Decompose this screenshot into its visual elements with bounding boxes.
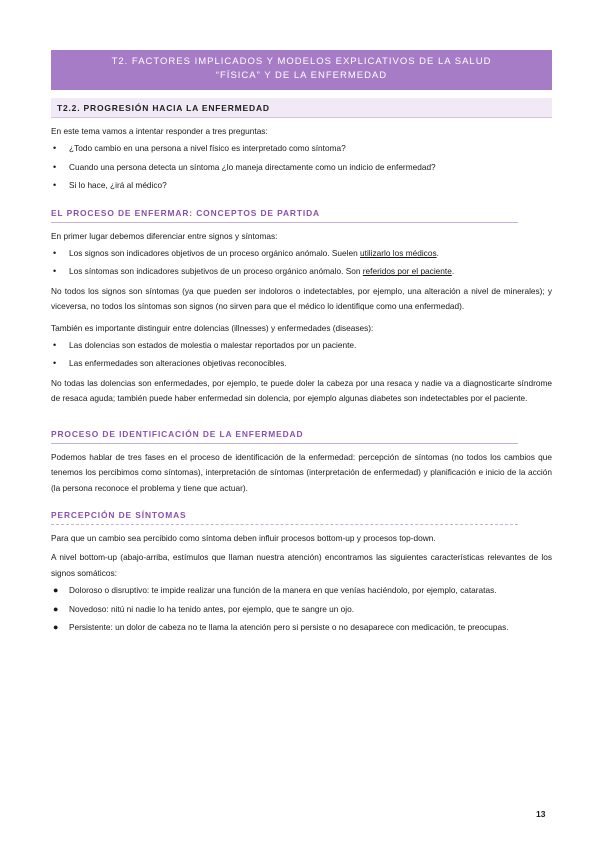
bullet-icon: •	[53, 143, 57, 154]
bullet-icon: •	[53, 161, 57, 172]
section2-paragraph: Podemos hablar de tres fases en el proceso de identificación de la enfermedad: percepción de síntomas (no todos los cambios que tenemos los percibimos como síntomas), interpretación de síntomas (interpretación de enfermedad) y planificación e inicio de la acción (la persona reconoce el problema y tiene que actuar).	[51, 451, 552, 493]
banner-line-2: “FÍSICA” Y DE LA ENFERMEDAD	[215, 70, 388, 81]
section1-intro: En primer lugar debemos diferenciar entre signos y síntomas:	[51, 230, 278, 241]
bullet-icon: ●	[53, 621, 59, 632]
bullet-icon: •	[53, 358, 57, 369]
bullet-icon: •	[53, 180, 57, 191]
bullet-icon: •	[53, 340, 57, 351]
page-number: 13	[536, 809, 546, 819]
bullet-icon: ●	[53, 585, 59, 596]
intro-paragraph: En este tema vamos a intentar responder a tres preguntas:	[51, 126, 268, 136]
banner-line-1: T2. FACTORES IMPLICADOS Y MODELOS EXPLICATIVOS DE LA SALUD	[111, 56, 492, 67]
section3-paragraph-2: A nivel bottom-up (abajo-arriba, estímulos que llaman nuestra atención) encontramos las siguientes características relevantes de los signos somáticos:	[51, 552, 552, 578]
list-item: ● Novedoso: nitú ni nadie lo ha tenido antes, por ejemplo, que te sangre un ojo.	[51, 602, 552, 617]
bullet-icon: •	[53, 248, 57, 259]
section-title-proceso-enfermar: EL PROCESO DE ENFERMAR: CONCEPTOS DE PARTIDA	[51, 208, 518, 223]
list-item: • Los síntomas son indicadores subjetivos de un proceso orgánico anómalo. Son referidos por el paciente.	[51, 264, 552, 279]
chapter-banner	[51, 50, 552, 90]
list-item: • Los signos son indicadores objetivos de un proceso orgánico anómalo. Suelen utilizarlo los médicos.	[51, 246, 552, 261]
bullet-icon: ●	[53, 603, 59, 614]
section1-paragraph-1: No todos los signos son síntomas (ya que pueden ser indoloros o indetectables, por ejemplo, una alteración a nivel de minerales); y viceversa, no todos los síntomas son signos (no sirven para que el médico lo identifique como una enfermedad).	[51, 285, 552, 312]
list-item: • Si lo hace, ¿irá al médico?	[51, 178, 552, 193]
section-title-identificacion: PROCESO DE IDENTIFICACIÓN DE LA ENFERMEDAD	[51, 429, 518, 444]
somatic-signs-list	[51, 583, 552, 635]
list-item: • Las enfermedades son alteraciones objetivas reconocibles.	[51, 356, 552, 371]
illness-disease-list	[51, 338, 552, 372]
list-item: • Las dolencias son estados de molestia o malestar reportados por un paciente.	[51, 338, 552, 353]
section1-paragraph-2: También es importante distinguir entre dolencias (illnesses) y enfermedades (diseases):	[51, 322, 374, 333]
questions-list	[51, 141, 552, 193]
section-title-percepcion: PERCEPCIÓN DE SÍNTOMAS	[51, 510, 518, 525]
section-subheading: T2.2. PROGRESIÓN HACIA LA ENFERMEDAD	[51, 98, 552, 118]
list-item: • Cuando una persona detecta un síntoma ¿lo maneja directamente como un indicio de enfermedad?	[51, 160, 552, 175]
list-item: ● Persistente: un dolor de cabeza no te llama la atención pero si persiste o no desaparece con medicación, te preocupas.	[51, 620, 552, 635]
list-item: • ¿Todo cambio en una persona a nivel físico es interpretado como síntoma?	[51, 141, 552, 156]
list-item: ● Doloroso o disruptivo: te impide realizar una función de la manera en que venías haciéndolo, por ejemplo, cataratas.	[51, 583, 552, 598]
document-page	[51, 50, 552, 638]
signs-symptoms-list	[51, 246, 552, 280]
section3-paragraph-1: Para que un cambio sea percibido como síntoma deben influir procesos bottom-up y procesos top-down.	[51, 532, 436, 543]
bullet-icon: •	[53, 266, 57, 277]
section1-paragraph-3: No todas las dolencias son enfermedades, por ejemplo, te puede doler la cabeza por una resaca y nadie va a diagnosticarte síndrome de resaca aguda; también puede haber enfermedad sin dolencia, por ejemplo algunas diabetes son indetectables por el paciente.	[51, 377, 552, 404]
